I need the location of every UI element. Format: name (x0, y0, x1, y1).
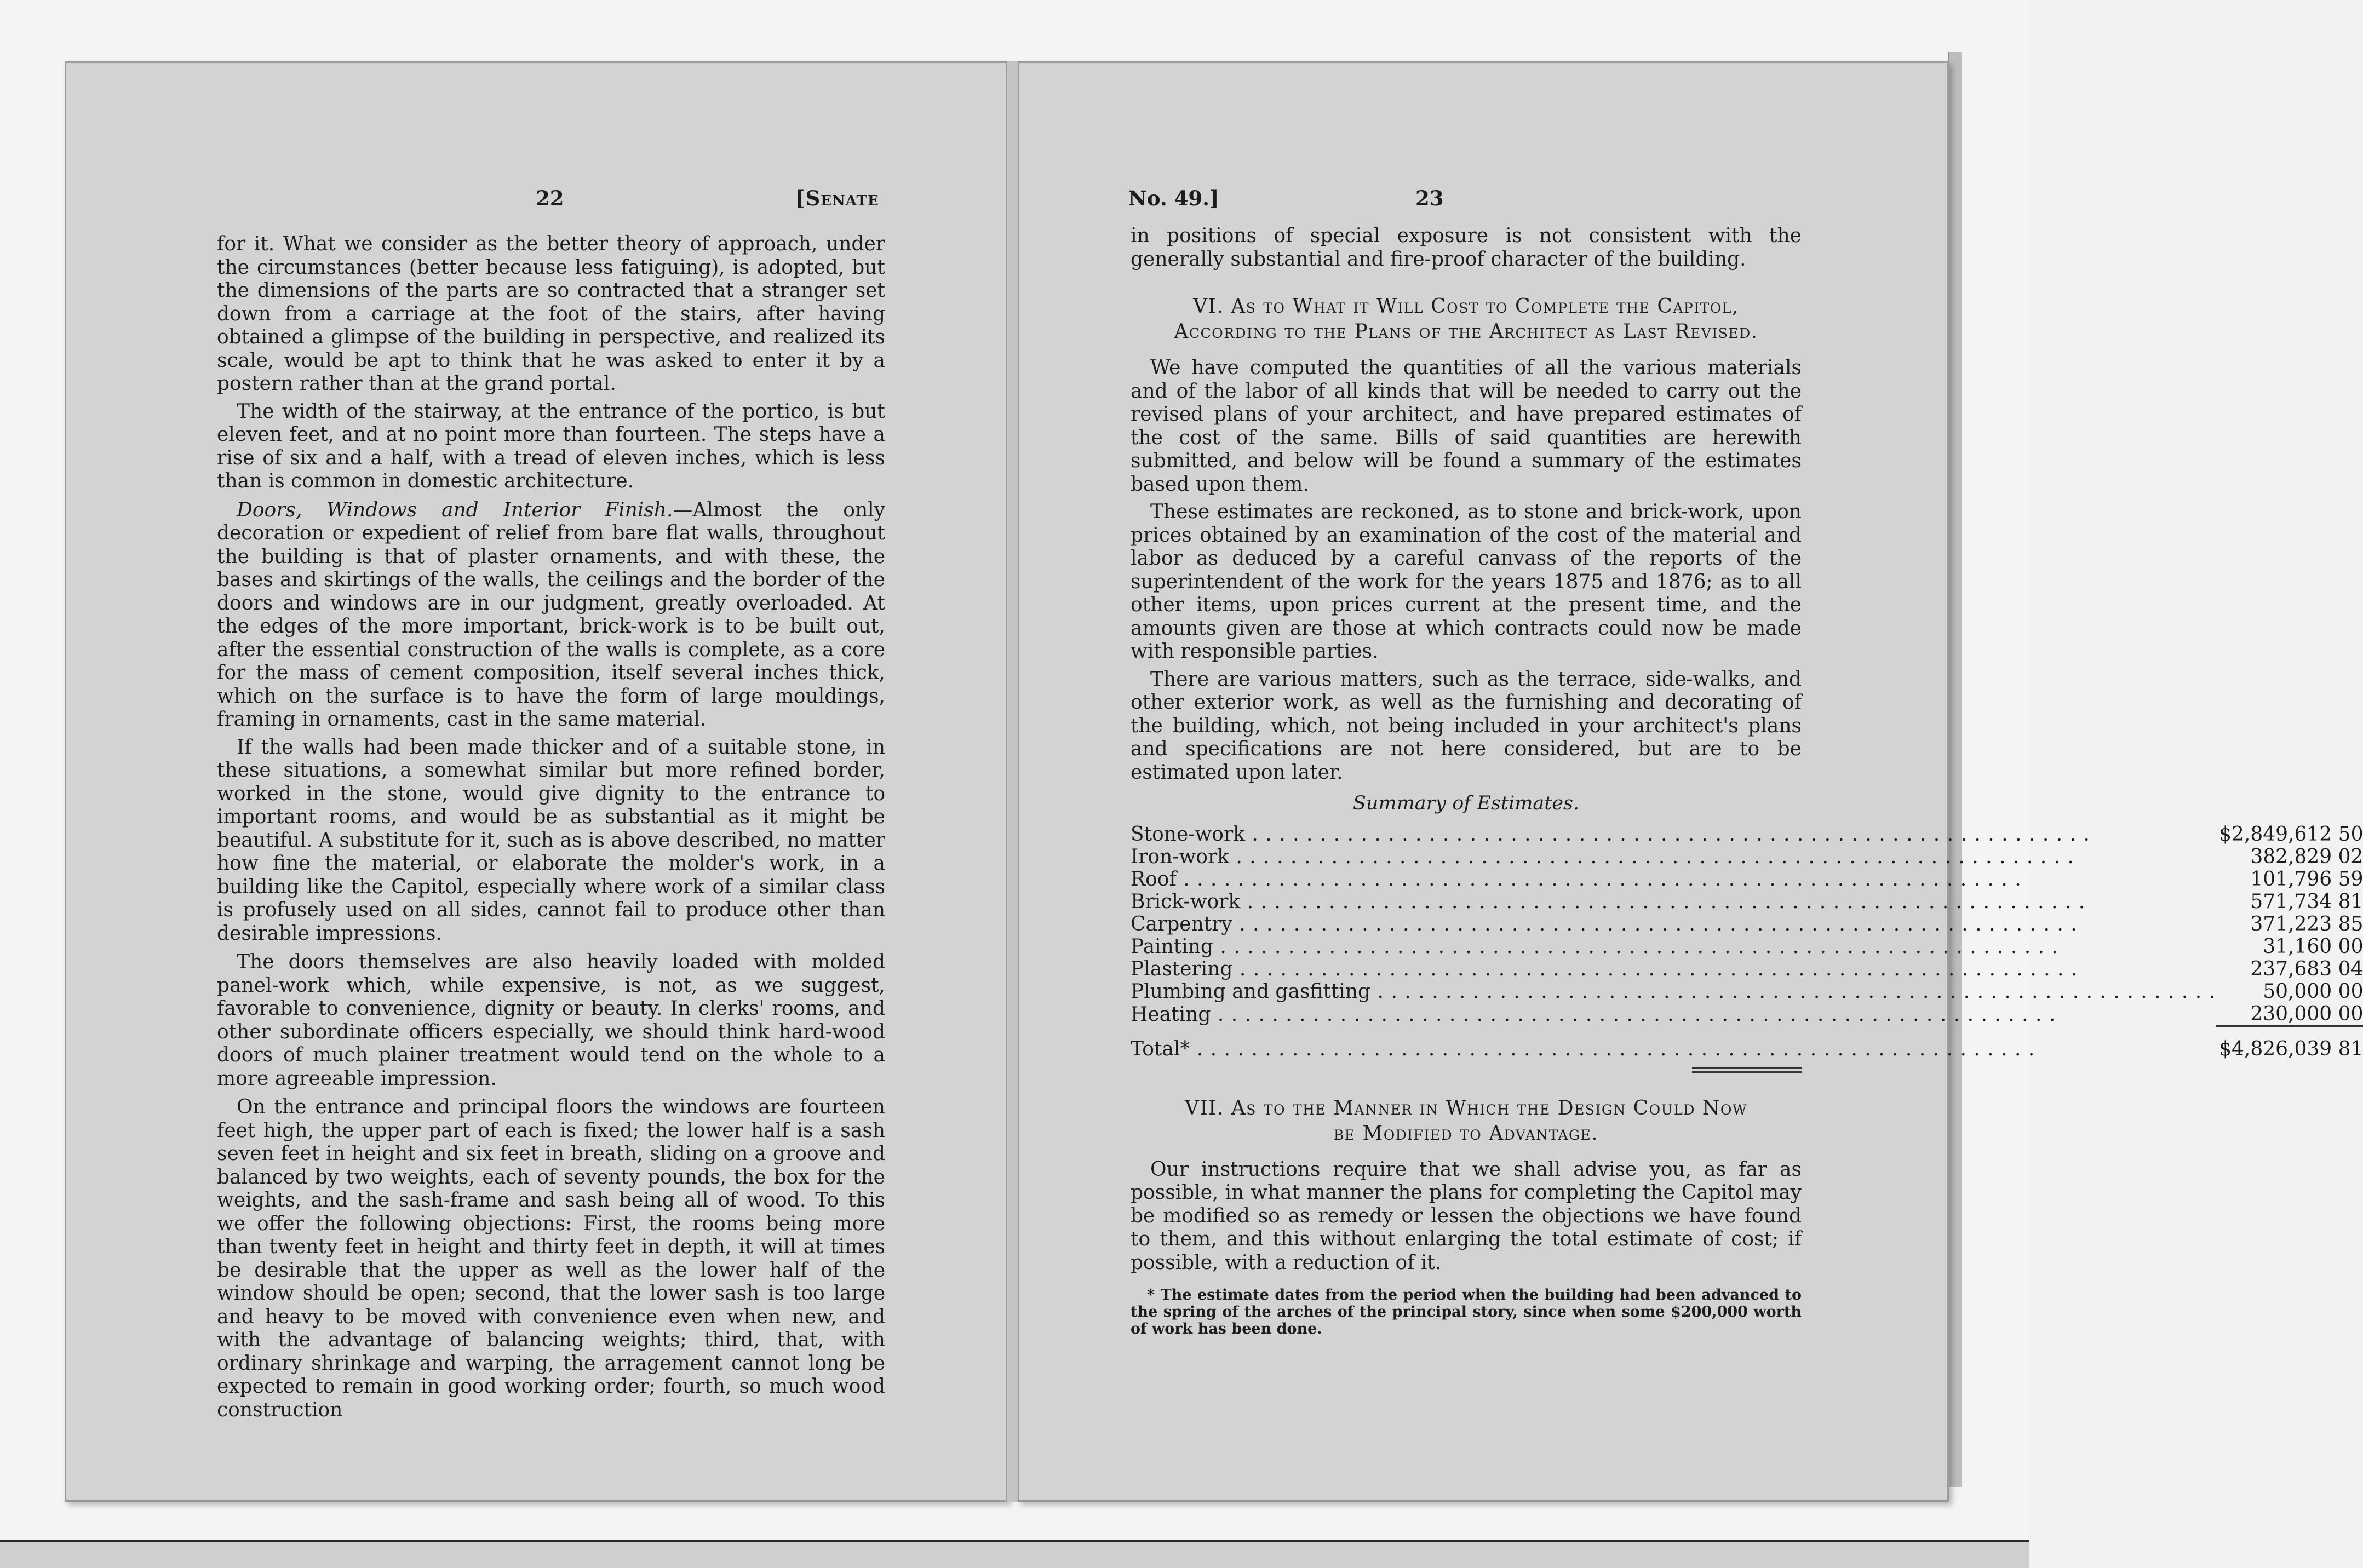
estimate-item: Stone-work (1131, 823, 1245, 846)
paragraph: If the walls had been made thicker and of a suitable stone, in these situations, a somewhat similar but more refined border, worked in the stone, would give dignity to the entrance to important rooms, and would be as substantial as it might be beautiful. A substitute for it, such as is above described, no matter how fine the material, or elaborate the molder's work, in a building like the Capitol, especially where work of a similar class is profusely used on all sides, cannot fail to produce other than desirable impressions. (217, 736, 885, 945)
left-running-head: [Senate (795, 186, 879, 210)
estimate-amount: 31,160 00 (2263, 935, 2363, 958)
section-vi-heading (1131, 294, 1802, 344)
paragraph-doors-windows (217, 499, 885, 732)
total-amount: $4,826,039 81 (2216, 1026, 2363, 1060)
estimate-row (1131, 846, 2363, 868)
bottom-strip (0, 1540, 2029, 1568)
book-gutter (1007, 61, 1019, 1502)
section-vi-line1: VI. As to What it Will Cost to Complete the Capitol, (1193, 295, 1739, 318)
estimates-table (1131, 823, 2363, 1060)
estimate-item: Roof (1131, 868, 1177, 891)
paragraph: in positions of special exposure is not consistent with the generally substantial and fire-proof character of the building. (1131, 225, 1802, 271)
estimate-row (1131, 935, 2363, 958)
estimate-amount: 382,829 02 (2250, 845, 2363, 868)
estimate-row (1131, 891, 2363, 913)
estimate-item: Brick-work (1131, 890, 1241, 913)
total-row (1131, 1026, 2363, 1060)
estimate-amount: 101,796 59 (2250, 868, 2363, 891)
estimate-row (1131, 913, 2363, 935)
right-column (1131, 225, 2363, 1337)
estimate-row (1131, 823, 2363, 846)
estimate-amount: 237,683 04 (2250, 957, 2363, 980)
paragraph: The doors themselves are also heavily loaded with molded panel-work which, while expensive, is not, as we suggest, favorable to convenience, dignity or beauty. In clerks' rooms, and other subordinate officers especially, we should think hard-wood doors of much plainer treatment would tend on the whole to a more agreeable impression. (217, 951, 885, 1090)
paragraph: These estimates are reckoned, as to stone and brick-work, upon prices obtained by an examination of the cost of the material and labor as deduced by a careful canvass of the reports of the superintendent of the work for the years 1875 and 1876; as to all other items, upon prices current at the present time, and the amounts given are those at which contracts could now be made with responsible parties. (1131, 501, 1802, 663)
total-label: Total* (1131, 1037, 1190, 1060)
left-page-number: 22 (536, 186, 564, 210)
estimate-item: Iron-work (1131, 845, 1229, 868)
left-column (217, 233, 885, 1426)
paragraph-text: Almost the only decoration or expedient of relief from bare flat walls, throughout the building is that of plaster ornaments, and with these, the bases and skirtings of the walls, the ceilings and the border of the doors and windows are in our judgment, greatly overloaded. At the edges of the more important, brick-work is to be built out, after the essential construction of the walls is complete, as a core for the mass of cement composition, itself several inches thick, which on the surface is to have the form of large mouldings, framing in ornaments, cast in the same material. (217, 498, 885, 731)
paragraph: There are various matters, such as the terrace, side-walks, and other exterior work, as well as the furnishing and decorating of the building, which, not being included in your architect's plans and specifications are not here considered, but are to be estimated upon later. (1131, 668, 1802, 784)
paragraph: The width of the stairway, at the entrance of the portico, is but eleven feet, and at no point more than fourteen. The steps have a rise of six and a half, with a tread of eleven inches, which is less than is common in domestic architecture. (217, 400, 885, 492)
page-edge (1948, 52, 1962, 1487)
paragraph: We have computed the quantities of all the various materials and of the labor of all kinds that will be needed to carry out the revised plans of your architect, and have prepared estimates of the cost of the same. Bills of said quantities are herewith submitted, and below will be found a summary of the estimates based upon them. (1131, 357, 1802, 496)
section-vii-line2: be Modified to Advantage. (1333, 1122, 1599, 1145)
paragraph: for it. What we consider as the better theory of approach, under the circumstances (better because less fatiguing), is adopted, but the dimensions of the parts are so contracted that a stranger set down from a carriage at the foot of the stairs, after having obtained a glimpse of the building in perspective, and realized its scale, would be apt to think that he was asked to enter it by a postern rather than at the grand portal. (217, 233, 885, 395)
estimate-amount: 230,000 00 (2250, 1002, 2363, 1025)
estimate-item: Heating (1131, 1003, 1211, 1026)
paragraph: On the entrance and principal floors the windows are fourteen feet high, the upper part of each is fixed; the lower half is a sash seven feet in height and six feet in breath, sliding on a groove and balanced by two weights, each of seventy pounds, the box for the weights, and the sash-frame and sash being all of wood. To this we offer the following objections: First, the rooms being more than twenty feet in height and thirty feet in depth, it will at times be desirable that the upper as well as the lower half of the window should be open; second, that the lower sash is too large and heavy to be moved with convenience even when new, and with the advantage of balancing weights; third, that, with ordinary shrinkage and warping, the arragement cannot long be expected to remain in good working order; fourth, so much wood construction (217, 1096, 885, 1421)
estimate-amount: $2,849,612 50 (2219, 823, 2363, 846)
section-vii-heading (1131, 1096, 1802, 1146)
right-running-head: No. 49.] (1128, 186, 1219, 210)
estimate-row (1131, 1003, 2363, 1026)
estimate-row (1131, 868, 2363, 891)
estimate-amount: 371,223 85 (2250, 912, 2363, 935)
footnote (1131, 1286, 1802, 1337)
estimate-item: Carpentry (1131, 912, 1232, 935)
estimate-amount: 50,000 00 (2263, 980, 2363, 1003)
estimate-row (1131, 958, 2363, 980)
footnote-text: * The estimate dates from the period when the building had been advanced to the spring of the arches of the principal story, since when some $200,000 worth of work has been done. (1131, 1286, 1802, 1337)
estimate-item: Painting (1131, 935, 1213, 958)
estimate-item: Plastering (1131, 957, 1233, 980)
section-vii-line1: VII. As to the Manner in Which the Design Could Now (1184, 1096, 1748, 1119)
summary-title: Summary of Estimates. (1352, 792, 1580, 814)
section-vi-line2: According to the Plans of the Architect as Last Revised. (1174, 320, 1758, 343)
paragraph: Our instructions require that we shall advise you, as far as possible, in what manner the plans for completing the Capitol may be modified so as remedy or lessen the objections we have found to them, and this without enlarging the total estimate of cost; if possible, with a reduction of it. (1131, 1158, 1802, 1274)
right-page-number: 23 (1415, 186, 1444, 210)
estimate-amount: 571,734 81 (2250, 890, 2363, 913)
total-double-rule (1692, 1067, 1802, 1073)
subhead-italic: Doors, Windows and Interior Finish.— (237, 498, 693, 521)
estimate-row (1131, 980, 2363, 1003)
estimate-item: Plumbing and gasfitting (1131, 980, 1371, 1003)
